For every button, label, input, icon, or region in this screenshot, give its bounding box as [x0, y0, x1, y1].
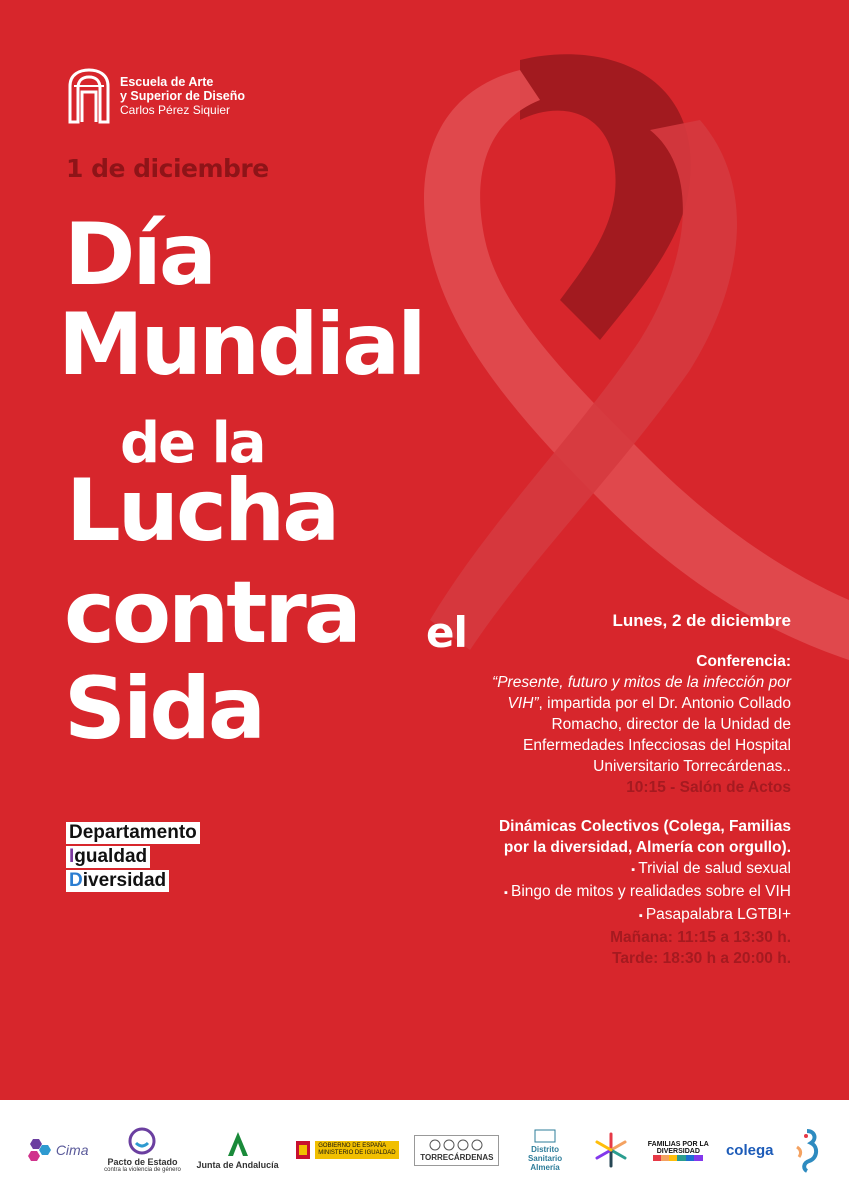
people-circle-icon [591, 1130, 631, 1170]
event-info [491, 610, 791, 969]
gobierno-block [294, 1139, 398, 1161]
sponsor-gobierno [294, 1139, 398, 1161]
spain-coat-of-arms-icon [294, 1139, 312, 1161]
seahorse-logo-icon [789, 1127, 823, 1173]
conference-description [491, 672, 791, 777]
sponsor-torrecardenas [414, 1135, 499, 1166]
familias-label: FAMILIAS POR LA DIVERSIDAD [647, 1141, 709, 1155]
junta-andalucia-icon [225, 1130, 251, 1158]
sponsor-cima [26, 1137, 89, 1163]
department-row-3 [66, 870, 169, 892]
department-badge [66, 822, 200, 894]
bullet-item: ▪ Pasapalabra LGTBI+ [491, 904, 791, 927]
pacto-label: Pacto de Estado [107, 1157, 178, 1167]
junta-label: Junta de Andalucía [196, 1160, 279, 1170]
morning-schedule: Mañana: 11:15 a 13:30 h. [610, 929, 791, 946]
school-name-line1: Escuela de Arte [120, 75, 214, 89]
title-line-3: de la [120, 411, 265, 476]
distrito-logo-icon [534, 1129, 556, 1143]
title-line-4: Lucha [66, 461, 338, 561]
title-line-5: contra [64, 563, 359, 663]
department-rest-3: iversidad [82, 870, 167, 891]
sponsor-junta [196, 1130, 278, 1170]
cima-hexagon-icon [26, 1137, 52, 1163]
sponsors-bar [0, 1100, 849, 1200]
gobierno-label: GOBIERNO DE ESPAÑA [318, 1143, 387, 1149]
torrecardenas-label: TORRECÁRDENAS [420, 1152, 494, 1162]
department-row-1 [66, 822, 200, 844]
school-emblem-icon [66, 68, 112, 124]
rainbow-stripe-icon [653, 1155, 703, 1161]
colega-label: colega [725, 1141, 774, 1159]
department-cap-i: I [69, 846, 75, 867]
department-cap-d2: D [69, 870, 83, 891]
bullet-item: ▪ Trivial de salud sexual [491, 858, 791, 881]
sponsor-distrito [515, 1129, 575, 1172]
department-cap-d: D [69, 822, 83, 843]
bullet-item: ▪ Bingo de mitos y realidades sobre el VIH [491, 881, 791, 904]
gobierno-text-box [315, 1141, 398, 1159]
afternoon-schedule: Tarde: 18:30 h a 20:00 h. [612, 950, 791, 967]
department-rest-1: epartamento [82, 822, 197, 843]
title-line-6: Sida [64, 659, 264, 759]
title-line-2: Mundial [58, 295, 424, 395]
sponsor-pacto [104, 1127, 181, 1173]
sponsor-colega [726, 1142, 774, 1159]
sponsor-familias [646, 1139, 710, 1161]
sponsor-seahorse [789, 1127, 823, 1173]
school-logo [66, 68, 245, 124]
conference-speaker: , impartida por el Dr. Antonio Collado Romacho, director de la Unidad de Enfermedades Infecciosas del Hospital Universitario Torrecárdenas.. [523, 695, 791, 775]
conference-time: 10:15 - Salón de Actos [626, 779, 791, 796]
pacto-logo-icon [125, 1127, 159, 1155]
event-date: Lunes, 2 de diciembre [612, 611, 791, 630]
title-line-1: Día [64, 205, 214, 305]
sponsor-almeria-orgullo [591, 1130, 631, 1170]
cima-label: Cima [55, 1142, 89, 1158]
torrecardenas-icons [427, 1139, 487, 1151]
title-line-5b: el [426, 608, 467, 657]
conference-title: “Presente, futuro y mitos de la infección por VIH” [492, 674, 791, 712]
dynamics-label: Dinámicas Colectivos (Colega, Familias por la diversidad, Almería con orgullo). [498, 818, 791, 856]
conference-label: Conferencia: [696, 653, 791, 670]
school-name-line3: Carlos Pérez Siquier [120, 103, 231, 117]
ministerio-label: MINISTERIO DE IGUALDAD [318, 1150, 396, 1156]
school-name-line2: y Superior de Diseño [120, 89, 246, 103]
department-row-2 [66, 846, 150, 868]
event-date-top: 1 de diciembre [66, 154, 269, 183]
department-rest-2: gualdad [74, 846, 148, 867]
school-name [120, 75, 245, 117]
pacto-sublabel: contra la violencia de género [104, 1167, 181, 1173]
distrito-label: Distrito Sanitario Almería [527, 1144, 563, 1172]
